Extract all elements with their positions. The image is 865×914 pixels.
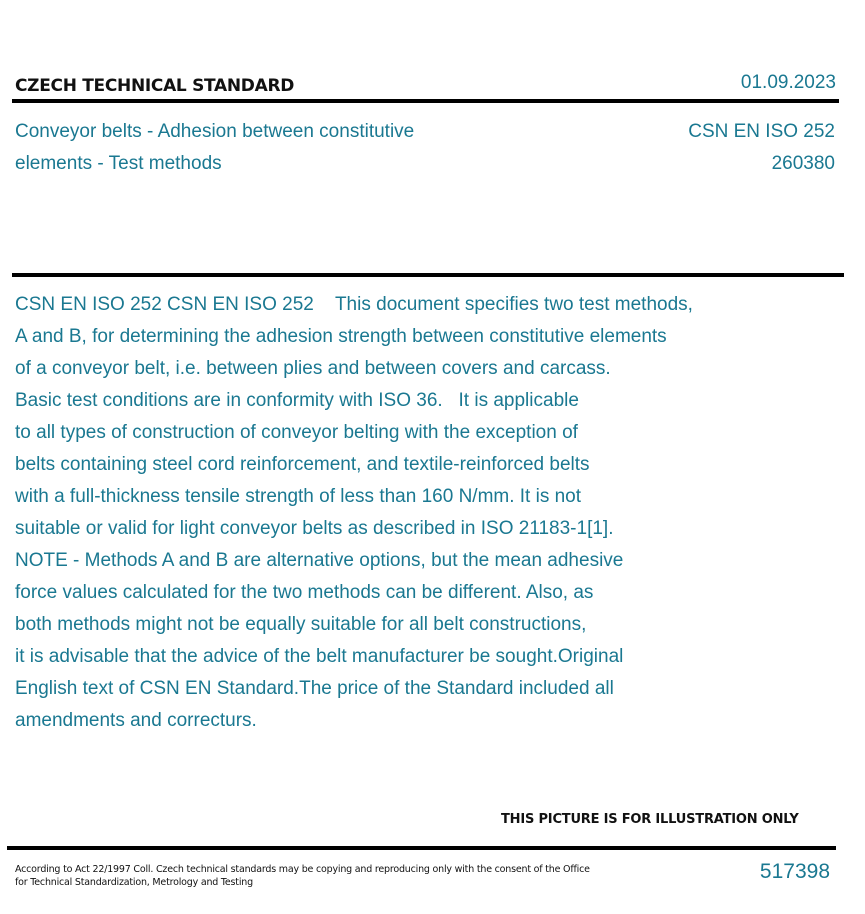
description-line: of a conveyor belt, i.e. between plies and between covers and carcass.	[15, 358, 611, 379]
publication-date: 01.09.2023	[740, 72, 836, 93]
description-line: with a full-thickness tensile strength of less than 160 N/mm. It is not	[15, 486, 582, 507]
header-label: CZECH TECHNICAL STANDARD	[15, 76, 295, 96]
description-line: Basic test conditions are in conformity with ISO 36. It is applicable	[15, 390, 579, 411]
description-line: both methods might not be equally suitable for all belt constructions,	[15, 614, 587, 635]
description-line: A and B, for determining the adhesion strength between constitutive elements	[15, 326, 667, 347]
description-line: amendments and correcturs.	[15, 710, 257, 731]
middle-divider	[12, 273, 844, 277]
standard-title-line: Conveyor belts - Adhesion between constitutive	[15, 121, 415, 142]
standard-code: CSN EN ISO 252	[688, 121, 835, 142]
legal-notice-line: for Technical Standardization, Metrology and Testing	[15, 877, 253, 888]
description-line: NOTE - Methods A and B are alternative options, but the mean adhesive	[15, 550, 624, 571]
description-line: suitable or valid for light conveyor belts as described in ISO 21183-1[1].	[15, 518, 614, 539]
standard-title-line: elements - Test methods	[15, 153, 222, 174]
legal-notice-line: According to Act 22/1997 Coll. Czech technical standards may be copying and reproducing only with the consent of the Office	[15, 864, 590, 875]
document-number: 517398	[759, 860, 830, 883]
description-line: it is advisable that the advice of the belt manufacturer be sought.Original	[15, 646, 624, 667]
description-line: CSN EN ISO 252 CSN EN ISO 252 This document specifies two test methods,	[15, 294, 693, 315]
description-line: belts containing steel cord reinforcement, and textile-reinforced belts	[15, 454, 590, 475]
top-divider	[12, 99, 839, 103]
illustration-note: THIS PICTURE IS FOR ILLUSTRATION ONLY	[501, 812, 799, 827]
standard-description	[15, 289, 805, 737]
standard-codes	[688, 116, 835, 180]
description-line: English text of CSN EN Standard.The price of the Standard included all	[15, 678, 614, 699]
description-line: to all types of construction of conveyor belting with the exception of	[15, 422, 578, 443]
standard-title	[15, 116, 535, 180]
legal-notice	[15, 863, 615, 889]
classification-number: 260380	[771, 153, 835, 174]
bottom-divider	[7, 846, 836, 850]
description-line: force values calculated for the two methods can be different. Also, as	[15, 582, 594, 603]
